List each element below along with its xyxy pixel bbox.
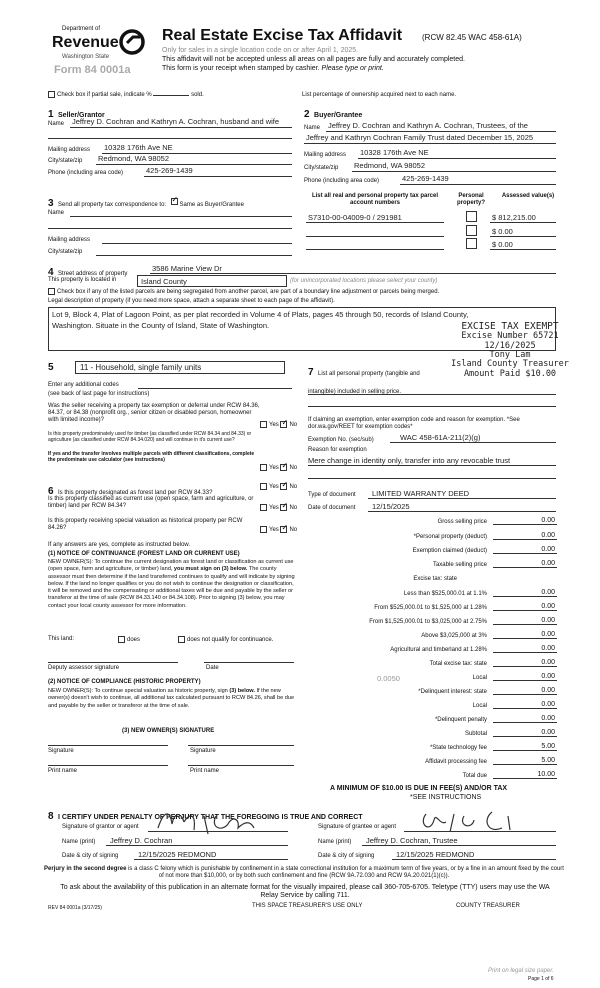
same-as-buyer-checkbox[interactable]	[171, 198, 178, 205]
doc-type-label: Type of document	[308, 492, 356, 498]
tax-value[interactable]: 0.00	[493, 729, 557, 737]
grantee-signature-label: Signature of grantee or agent	[318, 824, 397, 830]
this-land-row: This land:	[48, 636, 75, 642]
seller-phone-label: Phone (including area code)	[48, 170, 124, 176]
county-treasurer-label: COUNTY TREASURER	[456, 903, 520, 909]
new-owner-print-line-1[interactable]	[48, 765, 168, 766]
grantor-date-line	[134, 859, 288, 860]
seller-mailing-label: Mailing address	[48, 147, 91, 153]
notice2-body: NEW OWNER(S): To continue special valuation as historic property, sign (3) below. If the new owner(s) doesn't wish to continue, all additional tax calculated pursuant to RCW 84.26, shall be due and payable by the seller or transferor at the time of sale.	[48, 688, 295, 709]
header-note1: Only for sales in a single location code on or after April 1, 2025.	[162, 47, 359, 54]
corr-name-line2	[48, 228, 292, 229]
exemption-reason-label: Reason for exemption	[308, 447, 367, 453]
tax-row-tier2: From $525,000.01 to $1,525,000 at 1.28% 0.00	[374, 603, 555, 611]
s5-q1-yes-checkbox[interactable]	[260, 421, 267, 428]
tax-row-local: 0.0050 Local 0.00	[377, 673, 555, 683]
tax-row-interest-local: Local 0.00	[472, 701, 555, 709]
parcel-row-2-value-line	[490, 236, 556, 237]
corr-city-line[interactable]	[96, 255, 292, 256]
new-owner-print-line-2[interactable]	[188, 765, 294, 766]
exemption-reason-line2	[308, 478, 556, 479]
land-does-checkbox[interactable]	[118, 636, 125, 643]
tax-value[interactable]: 0.00	[493, 517, 557, 525]
parcels-col1-header: List all real and personal property tax parcel account numbers	[311, 193, 439, 207]
s5-q2-yes-checkbox[interactable]	[260, 464, 267, 471]
exempt-stamp: EXCISE TAX EXEMPT Excise Number 65721 12/16/2025 Tony Lam Island County Treasurer Amount Paid $10.00	[451, 321, 569, 379]
deputy-date-label: Date	[206, 665, 219, 671]
corr-mailing-label: Mailing address	[48, 237, 91, 243]
buyer-name-label: Name	[304, 125, 321, 131]
seller-name-line	[70, 127, 292, 128]
grantee-date-line	[392, 859, 556, 860]
seller-name-line2	[48, 138, 292, 139]
ownership-note: List percentage of ownership acquired next to each name.	[302, 92, 457, 98]
grantor-name-field[interactable]: Jeffrey D. Cochran	[110, 836, 173, 845]
form-title-ref: (RCW 82.45 WAC 458-61A)	[422, 33, 522, 42]
doc-date-line	[368, 511, 556, 512]
new-owner-signature-label-1: Signature	[48, 748, 74, 754]
tax-row-taxable: Taxable selling price 0.00	[432, 560, 555, 568]
unincorp-note: (for unincorporated locations please select your county)	[290, 278, 438, 284]
s6-q1-answers: Yes ✓ No	[260, 483, 297, 491]
located-label: This property is located in	[48, 277, 117, 283]
s5-q2a: Is this property predominately used for timber (as classified under RCW 84.34 and 84.33) or agriculture (as classified under RCW 84.34.020) and will continue in it's current use?	[48, 431, 252, 443]
see-back-note: (see back of last page for instructions)	[48, 391, 150, 397]
tax-row-tech-fee: *State technology fee 5.00	[429, 743, 555, 751]
tax-value[interactable]: 0.00	[493, 617, 557, 625]
doc-type-field[interactable]: LIMITED WARRANTY DEED	[372, 489, 470, 498]
corr-name-line[interactable]	[70, 216, 292, 217]
grantor-signature	[150, 806, 280, 836]
perjury-notice: Perjury in the second degree is a class C felony which is punishable by confinement in a state correctional institution for a maximum term of five years, or by a fine in an amount fixed by the court of not more than $10,000, or by both such confinement and fine (RCW 9A.72.030 and RCW 9A.20.021(1)(c)).	[44, 866, 564, 880]
buyer-mailing-line	[358, 158, 556, 159]
tax-row-penalty: *Delinquent penalty 0.00	[434, 715, 555, 723]
tax-row-agricultural: Agricultural and timberland at 1.28% 0.00	[390, 645, 555, 653]
personal-property-line-2[interactable]	[308, 406, 556, 407]
seller-city-line	[96, 164, 292, 165]
dept-name: Revenue	[52, 34, 119, 51]
tax-value[interactable]: 10.00	[493, 771, 557, 779]
new-owner-print-label-2: Print name	[190, 768, 220, 774]
s6-q1-yes-checkbox[interactable]	[260, 483, 267, 490]
exemption-no-label: Exemption No. (sec/sub)	[308, 437, 374, 443]
grantee-name-line	[362, 845, 556, 846]
grantee-date-field[interactable]: 12/15/2025 REDMOND	[396, 850, 475, 859]
exemption-no-line	[390, 442, 556, 443]
additional-codes-label: Enter any additional codes	[48, 382, 119, 388]
buyer-mailing-label: Mailing address	[304, 152, 347, 158]
tax-row-tier3: From $1,525,000.01 to $3,025,000 at 2.75% 0.00	[369, 617, 555, 625]
buyer-phone-field[interactable]: 425-269-1439	[402, 174, 449, 183]
tax-value[interactable]: 0.00	[493, 631, 557, 639]
s6-q3: Is this property receiving special valuation as historical property per RCW 84.26?	[48, 518, 243, 532]
grantor-date-label: Date & city of signing	[62, 853, 119, 859]
s6-q1-no-checkbox[interactable]	[280, 483, 287, 490]
s5-q1-answers: Yes ✓ No	[260, 421, 297, 429]
s6-complete-note: If any answers are yes, complete as instructed below.	[48, 542, 191, 548]
grantee-name-label: Name (print)	[318, 839, 352, 845]
tax-value[interactable]: 0.00	[493, 532, 557, 540]
dor-logo	[48, 26, 148, 78]
s5-q2b: If yes and the transfer involves multiple parcels with different classifications, complete the predominate use calculator (see instructions)	[48, 451, 255, 463]
parcel-row-1-value[interactable]: $ 812,215.00	[492, 213, 536, 222]
legal-description-text: Lot 9, Block 4, Plat of Lagoon Point, as per plat recorded in Volume 4 of Plats, pages 45 through 50, records of Island County, Washington. Situate in the County of Island, State of Washington.	[52, 310, 469, 330]
new-owner-signature-label-2: Signature	[190, 748, 216, 754]
page-number: Page 1 of 6	[528, 976, 554, 982]
tax-value[interactable]: 0.00	[493, 673, 557, 681]
street-heading: 4 Street address of property	[48, 267, 128, 278]
s6-q3-no-checkbox[interactable]	[280, 526, 287, 533]
parcel-row-3-value[interactable]: $ 0.00	[492, 240, 513, 249]
seller-heading: 1 Seller/Grantor	[48, 109, 105, 120]
exemption-instructions: If claiming an exemption, enter exemption code and reason for exemption. *See dor.wa.gov/REET for exemption codes*	[308, 417, 520, 431]
tax-value[interactable]: 0.00	[493, 546, 557, 554]
parcel-row-2-value[interactable]: $ 0.00	[492, 227, 513, 236]
form-number: Form 84 0001a	[54, 64, 131, 76]
land-use-code-select[interactable]: 11 - Household, single family units	[75, 361, 285, 374]
parcel-row-1-number[interactable]: S7310-00-04009-0 / 291981	[308, 213, 402, 222]
street-address-field[interactable]: 3586 Marine View Dr	[152, 264, 222, 273]
grantor-signature-label: Signature of grantor or agent	[62, 824, 139, 830]
section7-row: 7 List all personal property (tangible and intangible) included in selling price.	[308, 367, 420, 395]
parcel-row-1-value-line	[490, 222, 556, 223]
parcel-row-3-value-line	[490, 249, 556, 250]
s6-q3-answers: Yes ✓ No	[260, 526, 297, 534]
seller-name-field[interactable]: Jeffrey D. Cochran and Kathryn A. Cochran, husband and wife	[72, 117, 280, 126]
see-instructions-note: *SEE INSTRUCTIONS	[410, 794, 482, 801]
dept-line1: Department of	[62, 26, 101, 32]
doc-date-field[interactable]: 12/15/2025	[372, 502, 410, 511]
county-select[interactable]: Island County	[137, 275, 287, 287]
grantor-name-line	[106, 845, 288, 846]
notice1-body: NEW OWNER(S): To continue the current designation as forest land or classification as current use (open space, farm and agriculture, or timber) land, you must sign on (3) below. The county assessor must then determine if the land transferred continues to qualify and will indicate by signing below. If the land no longer qualifies or you do not wish to continue the designation or classification, it will be removed and the compensating or additional taxes will be due and payable by the seller or transferor at the time of sale (RCW 84.33.140 or 84.34.108). Prior to signing (3) below, you may contact your local county assessor for more information.	[48, 559, 295, 609]
s5-q2-answers: Yes ✓ No	[260, 464, 297, 472]
buyer-city-field[interactable]: Redmond, WA 98052	[354, 161, 426, 170]
parcels-col2-header: Personal property?	[456, 193, 485, 207]
exemption-reason-field[interactable]: Mere change in identity only, transfer into any revocable trust	[308, 456, 511, 465]
corr-name-label: Name	[48, 210, 65, 216]
seller-mailing-field[interactable]: 10328 176th Ave NE	[104, 143, 173, 152]
tax-row-exemption: Exemption claimed (deduct) 0.00	[412, 546, 555, 554]
revision-number: REV 84 0001a (3/17/25)	[48, 905, 102, 911]
tax-row-excise-state: Excise tax: state	[413, 576, 457, 582]
buyer-city-line	[352, 171, 556, 172]
s5-q1: Was the seller receiving a property tax exemption or deferral under RCW 84.36, 84.37, or 84.38 (nonprofit org., senior citizen or disabled person, homeowner with limited income)?	[48, 403, 260, 424]
tax-row-processing-fee: Affidavit processing fee 5.00	[425, 757, 555, 765]
header-note2: This affidavit will not be accepted unless all areas on all pages are fully and accurately completed.	[162, 56, 465, 63]
land-does-not-checkbox[interactable]	[178, 636, 185, 643]
s6-q2-answers: Yes ✓ No	[260, 504, 297, 512]
tax-value[interactable]: 5.00	[493, 757, 557, 765]
notice2-title: (2) NOTICE OF COMPLIANCE (HISTORIC PROPERTY)	[48, 679, 201, 685]
grantee-name-field[interactable]: Jeffrey D. Cochran, Trustee	[366, 836, 458, 845]
parcel-row-3-personal-checkbox[interactable]	[466, 238, 477, 249]
s6-q1-row: 6 Is this property designated as forest land per RCW 84.33?	[48, 486, 213, 497]
alt-format-notice: To ask about the availability of this publication in an alternate format for the visually impaired, please call 360-705-6705. Teletype (TTY) users may use the WA Relay Service by calling 711.	[60, 884, 550, 900]
grantor-date-field[interactable]: 12/15/2025 REDMOND	[138, 850, 217, 859]
personal-property-line-1[interactable]	[308, 394, 556, 395]
grantor-name-label: Name (print)	[62, 839, 96, 845]
seller-phone-field[interactable]: 425-269-1439	[146, 166, 193, 175]
tax-row-subtotal: Subtotal 0.00	[464, 729, 555, 737]
doc-type-line	[368, 498, 556, 499]
tax-row-tier1: Less than $525,000.01 at 1.1% 0.00	[403, 589, 555, 597]
tax-row-total-state: Total excise tax: state 0.00	[429, 659, 555, 667]
s5-q1-no-checkbox[interactable]	[280, 421, 287, 428]
certify-heading: 8 I CERTIFY UNDER PENALTY OF PERJURY THAT THE FOREGOING IS TRUE AND CORRECT	[48, 811, 363, 822]
segregated-row: Check box if any of the listed parcels are being segregated from another parcel, are part of a boundary line adjustment or parcels being merged.	[48, 288, 439, 296]
exemption-no-field[interactable]: WAC 458-61A-211(2)(g)	[400, 433, 481, 442]
treasurer-use-only: THIS SPACE TREASURER'S USE ONLY	[252, 903, 363, 909]
buyer-city-label: City/state/zip	[304, 165, 339, 171]
parcel-row-3-line[interactable]	[306, 249, 444, 250]
tax-value[interactable]: 5.00	[493, 743, 557, 751]
corr-mailing-line[interactable]	[102, 243, 292, 244]
tax-row-tier4: Above $3,025,000 at 3% 0.00	[421, 631, 555, 639]
buyer-mailing-field[interactable]: 10328 176th Ave NE	[360, 148, 429, 157]
deputy-signature-label: Deputy assessor signature	[48, 665, 120, 671]
local-rate: 0.0050	[377, 674, 400, 683]
additional-codes-field[interactable]	[138, 388, 292, 389]
notice3-title: (3) NEW OWNER(S) SIGNATURE	[122, 728, 215, 734]
deputy-signature-line[interactable]	[48, 662, 178, 663]
s6-q3-yes-checkbox[interactable]	[260, 526, 267, 533]
header-note3: This form is your receipt when stamped by cashier. Please type or print.	[162, 65, 384, 72]
s6-q2-no-checkbox[interactable]	[280, 504, 287, 511]
buyer-heading: 2 Buyer/Grantee	[304, 109, 363, 120]
dor-logo-icon	[118, 29, 146, 55]
buyer-name-field2[interactable]: Jeffrey and Kathryn Cochran Family Trust dated December 15, 2025	[306, 133, 534, 142]
corr-city-label: City/state/zip	[48, 249, 83, 255]
street-address-line	[150, 273, 556, 274]
buyer-name-line	[326, 131, 556, 132]
tax-value[interactable]: 0.00	[493, 659, 557, 667]
new-owner-signature-line-2[interactable]	[188, 745, 294, 746]
grantee-date-label: Date & city of signing	[318, 853, 375, 859]
segregated-checkbox[interactable]	[48, 288, 55, 295]
new-owner-signature-line-1[interactable]	[48, 745, 168, 746]
tax-row-personal: *Personal property (deduct) 0.00	[413, 532, 555, 540]
parcel-row-2-line[interactable]	[306, 236, 444, 237]
seller-phone-line	[144, 176, 292, 177]
parcels-col3-header: Assessed value(s)	[501, 193, 555, 199]
tax-value[interactable]: 0.00	[493, 603, 557, 611]
tax-value[interactable]: 0.00	[493, 701, 557, 709]
new-owner-print-label-1: Print name	[48, 768, 78, 774]
seller-city-label: City/state/zip	[48, 158, 83, 164]
exemption-reason-line	[308, 465, 556, 466]
notice1-title: (1) NOTICE OF CONTINUANCE (FOREST LAND OR CURRENT USE)	[48, 551, 240, 557]
tax-value[interactable]: 0.00	[493, 560, 557, 568]
buyer-name-line2	[304, 143, 556, 144]
tax-value[interactable]: 0.00	[493, 645, 557, 653]
partial-sale-checkbox[interactable]	[48, 91, 55, 98]
buyer-phone-line	[400, 184, 556, 185]
partial-sale-row: Check box if partial sale, indicate % sold.	[48, 91, 204, 99]
s6-q2-yes-checkbox[interactable]	[260, 504, 267, 511]
partial-percent-field[interactable]	[153, 95, 189, 96]
does-not-option: does not qualify for continuance.	[178, 636, 296, 644]
minimum-due-note: A MINIMUM OF $10.00 IS DUE IN FEE(S) AND/OR TAX	[330, 785, 508, 792]
does-option: does	[118, 636, 140, 644]
legal-paper-note: Print on legal size paper.	[488, 968, 554, 974]
deputy-date-line[interactable]	[204, 662, 294, 663]
section5-number: 5	[48, 362, 54, 373]
s5-q2-no-checkbox[interactable]	[280, 464, 287, 471]
seller-name-label: Name	[48, 121, 65, 127]
parcel-row-2-personal-checkbox[interactable]	[466, 225, 477, 236]
tax-value[interactable]: 0.00	[493, 589, 557, 597]
tax-row-interest-state: *Delinquent interest: state 0.00	[418, 687, 555, 695]
doc-date-label: Date of document	[308, 505, 356, 511]
parcel-row-1-personal-checkbox[interactable]	[466, 211, 477, 222]
parcel-row-1-line	[306, 222, 444, 223]
dept-state: Washington State	[62, 54, 110, 60]
grantee-signature	[412, 806, 542, 836]
s6-q2: Is this property classified as current use (open space, farm and agriculture, or timber) land per RCW 84.34?	[48, 496, 254, 510]
tax-row-total-due: Total due 10.00	[462, 771, 555, 779]
tax-row-gross: Gross selling price 0.00	[437, 517, 555, 525]
form-title: Real Estate Excise Tax Affidavit	[162, 27, 403, 44]
correspondence-heading: 3 Send all property tax correspondence to: ✓ Same as Buyer/Grantee	[48, 193, 244, 211]
tax-value[interactable]: 0.00	[493, 715, 557, 723]
seller-city-field[interactable]: Redmond, WA 98052	[98, 154, 170, 163]
buyer-name-field1[interactable]: Jeffrey D. Cochran and Kathryn A. Cochran, Trustees, of the	[328, 121, 528, 130]
tax-value[interactable]: 0.00	[493, 687, 557, 695]
buyer-phone-label: Phone (including area code)	[304, 178, 380, 184]
legal-label: Legal description of property (if you need more space, attach a separate sheet to each page of the affidavit).	[48, 298, 335, 304]
